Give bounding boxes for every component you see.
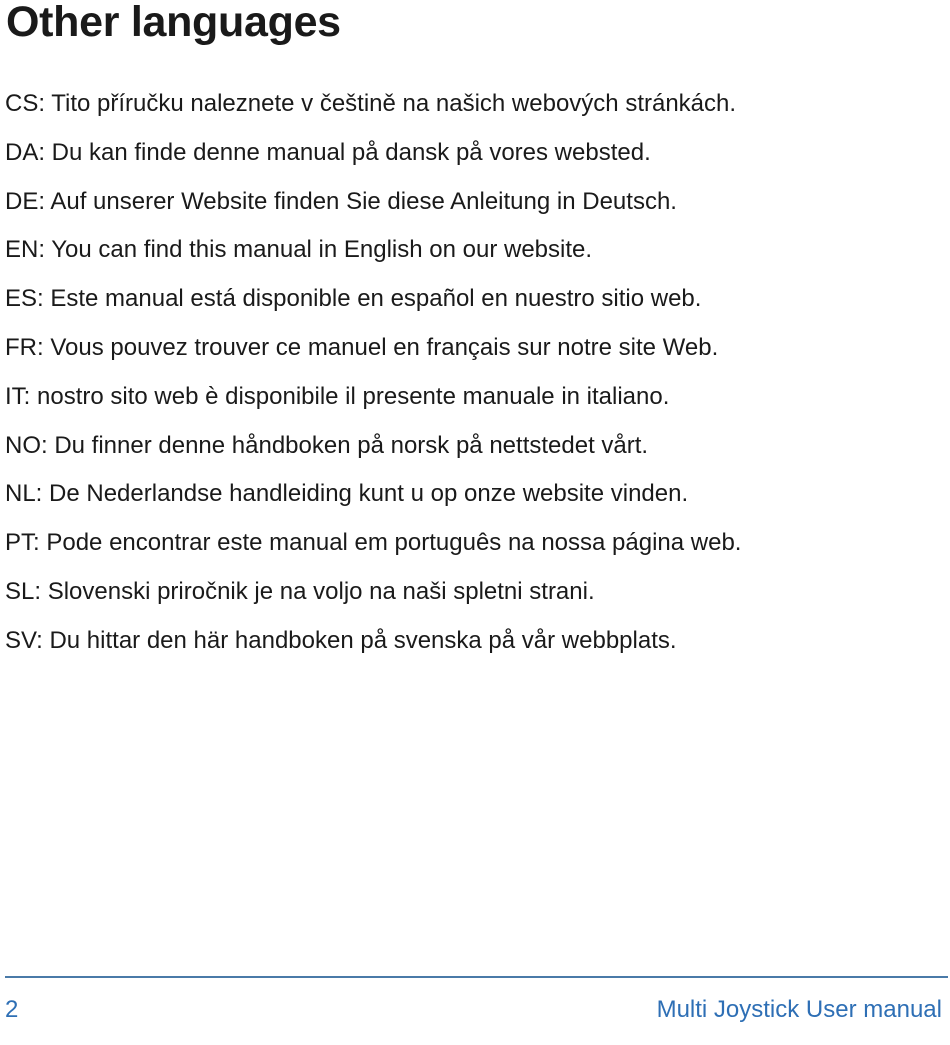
language-line-it: IT: nostro sito web è disponibile il presente manuale in italiano. [5, 382, 670, 410]
language-line-es: ES: Este manual está disponible en español en nuestro sitio web. [5, 285, 702, 313]
footer-document-title: Multi Joystick User manual [656, 996, 942, 1023]
page-number: 2 [5, 996, 19, 1023]
language-line-sl: SL: Slovenski priročnik je na voljo na naši spletni strani. [5, 577, 595, 605]
language-line-en: EN: You can find this manual in English on our website. [5, 236, 593, 264]
language-line-cs: CS: Tito příručku naleznete v češtině na našich webových stránkách. [5, 90, 737, 117]
page-title: Other languages [6, 0, 341, 46]
language-line-no: NO: Du finner denne håndboken på norsk på nettstedet vårt. [5, 431, 649, 459]
language-line-sv: SV: Du hittar den här handboken på svenska på vår webbplats. [5, 626, 677, 654]
language-line-da: DA: Du kan finde denne manual på dansk på vores websted. [5, 138, 651, 166]
language-list [5, 80, 935, 666]
language-line-pt: PT: Pode encontrar este manual em português na nossa página web. [5, 529, 742, 557]
language-line-de: DE: Auf unserer Website finden Sie diese Anleitung in Deutsch. [5, 187, 677, 215]
language-line-nl: NL: De Nederlandse handleiding kunt u op onze website vinden. [5, 480, 689, 508]
footer-divider [5, 976, 948, 978]
language-line-fr: FR: Vous pouvez trouver ce manuel en français sur notre site Web. [5, 333, 719, 361]
